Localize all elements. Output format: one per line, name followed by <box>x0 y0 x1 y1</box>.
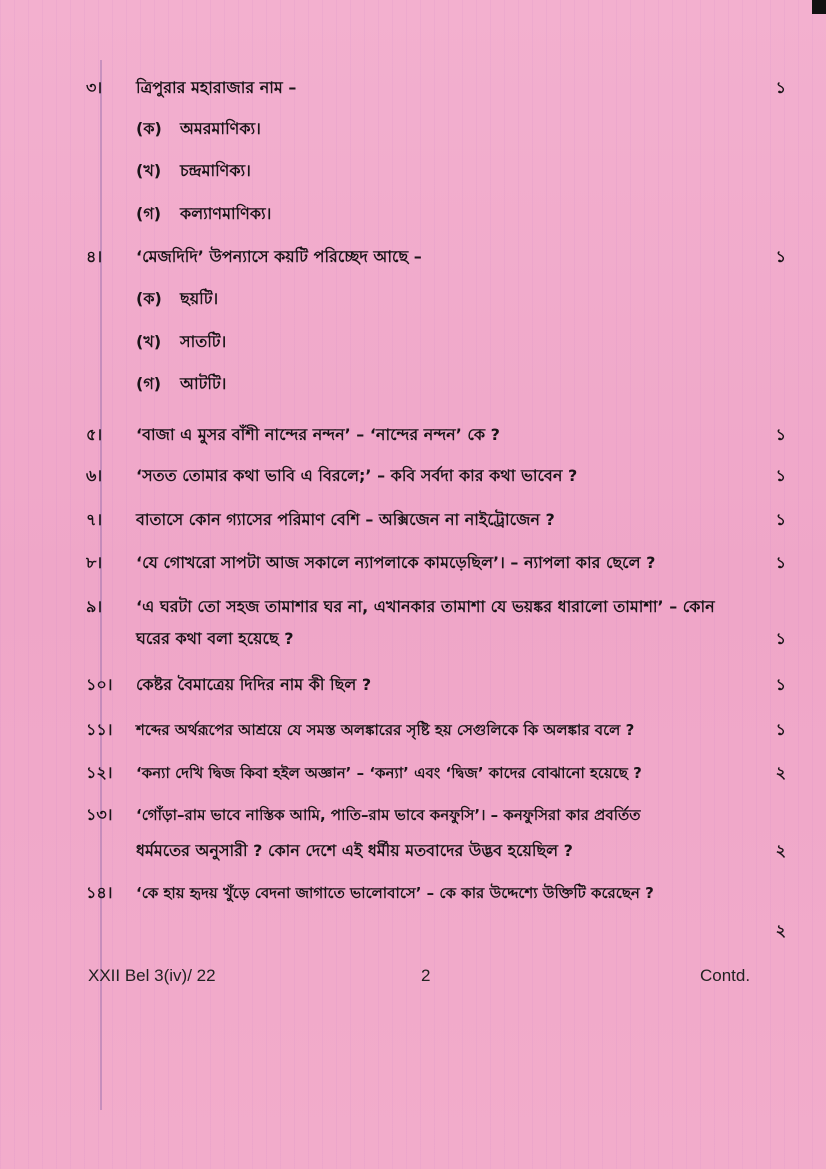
margin-line <box>100 60 102 1110</box>
option-label: (খ) <box>136 161 162 180</box>
question-marks: ২ <box>775 921 786 940</box>
question-marks: ২ <box>775 841 786 860</box>
question-marks: ১ <box>775 425 786 444</box>
option-label: (ক) <box>136 119 162 138</box>
option-text: চন্দ্রমাণিক্য। <box>180 161 251 180</box>
question-marks: ১ <box>775 466 786 485</box>
question-text: ‘সতত তোমার কথা ভাবি এ বিরলে;’ – কবি সর্বদা কার কথা ভাবেন ? <box>136 466 578 485</box>
question-marks: ২ <box>775 763 786 782</box>
question-number: ৯। <box>86 597 103 616</box>
question-text: শব্দের অর্থরূপের আশ্রয়ে যে সমস্ত অলঙ্কারের সৃষ্টি হয় সেগুলিকে কি অলঙ্কার বলে ? <box>136 721 635 739</box>
question-text: ‘কন্যা দেখি দ্বিজ কিবা হইল অজ্ঞান’ – ‘কন্যা’ এবং ‘দ্বিজ’ কাদের বোঝানো হয়েছে ? <box>136 764 642 782</box>
question-text: কেষ্টর বৈমাত্রেয় দিদির নাম কী ছিল ? <box>136 675 372 694</box>
question-number: ১২। <box>86 763 113 782</box>
option-3-a <box>136 118 261 140</box>
question-text: ‘যে গোখরো সাপটা আজ সকালে ন্যাপলাকে কামড়েছিল’। – ন্যাপলা কার ছেলে ? <box>136 553 656 572</box>
option-3-c <box>136 203 271 225</box>
question-marks: ১ <box>775 553 786 572</box>
question-text: ‘মেজদিদি’ উপন্যাসে কয়টি পরিচ্ছেদ আছে – <box>136 247 422 266</box>
option-text: অমরমাণিক্য। <box>180 119 261 138</box>
continued-label: Contd. <box>700 966 751 985</box>
question-number: ১০। <box>86 675 113 694</box>
question-text: ‘কে হায় হৃদয় খুঁড়ে বেদনা জাগাতে ভালোবাসে’ – কে কার উদ্দেশ্যে উক্তিটি করেছেন ? <box>136 884 654 902</box>
option-4-a <box>136 288 218 310</box>
question-text: ‘এ ঘরটা তো সহজ তামাশার ঘর না, এখানকার তামাশা যে ভয়ঙ্কর ধারালো তামাশা’ – কোন <box>136 597 715 616</box>
question-number: ৫। <box>86 425 103 444</box>
question-text-line2: ধর্মমতের অনুসারী ? কোন দেশে এই ধর্মীয় মতবাদের উদ্ভব হয়েছিল ? <box>136 841 573 860</box>
question-text: ‘বাজা এ মুসর বাঁশী নান্দের নন্দন’ – ‘নান্দের নন্দন’ কে ? <box>136 425 500 444</box>
question-number: ৩। <box>86 78 103 97</box>
question-number: ১৩। <box>86 805 113 824</box>
question-marks: ১ <box>775 675 786 694</box>
question-number: ১৪। <box>86 883 113 902</box>
option-4-b <box>136 331 226 353</box>
question-number: ৭। <box>86 510 103 529</box>
option-text: ছয়টি। <box>180 289 219 308</box>
option-text: সাতটি। <box>180 332 227 351</box>
question-number: ৪। <box>86 247 103 266</box>
page-number: 2 <box>421 966 431 985</box>
question-marks: ১ <box>775 629 786 648</box>
option-label: (গ) <box>136 204 162 223</box>
question-number: ৮। <box>86 553 103 572</box>
scan-corner-mark <box>812 0 826 14</box>
option-4-c <box>136 373 226 395</box>
question-marks: ১ <box>775 247 786 266</box>
question-marks: ১ <box>775 78 786 97</box>
option-label: (খ) <box>136 332 162 351</box>
question-text: ত্রিপুরার মহারাজার নাম – <box>136 78 297 97</box>
question-marks: ১ <box>775 720 786 739</box>
option-label: (ক) <box>136 289 162 308</box>
question-marks: ১ <box>775 510 786 529</box>
option-label: (গ) <box>136 374 162 393</box>
option-3-b <box>136 160 251 182</box>
question-text: বাতাসে কোন গ্যাসের পরিমাণ বেশি – অক্সিজেন না নাইট্রোজেন ? <box>136 510 555 529</box>
question-text: ‘গোঁড়া–রাম ভাবে নাস্তিক আমি, পাতি–রাম ভাবে কনফুসি’। – কনফুসিরা কার প্রবর্তিত <box>136 806 641 824</box>
option-text: কল্যাণমাণিক্য। <box>180 204 272 223</box>
option-text: আটটি। <box>180 374 227 393</box>
question-text-line2: ঘরের কথা বলা হয়েছে ? <box>136 629 294 648</box>
question-number: ৬। <box>86 466 103 485</box>
question-number: ১১। <box>86 720 113 739</box>
paper-code: XXII Bel 3(iv)/ 22 <box>88 966 216 985</box>
